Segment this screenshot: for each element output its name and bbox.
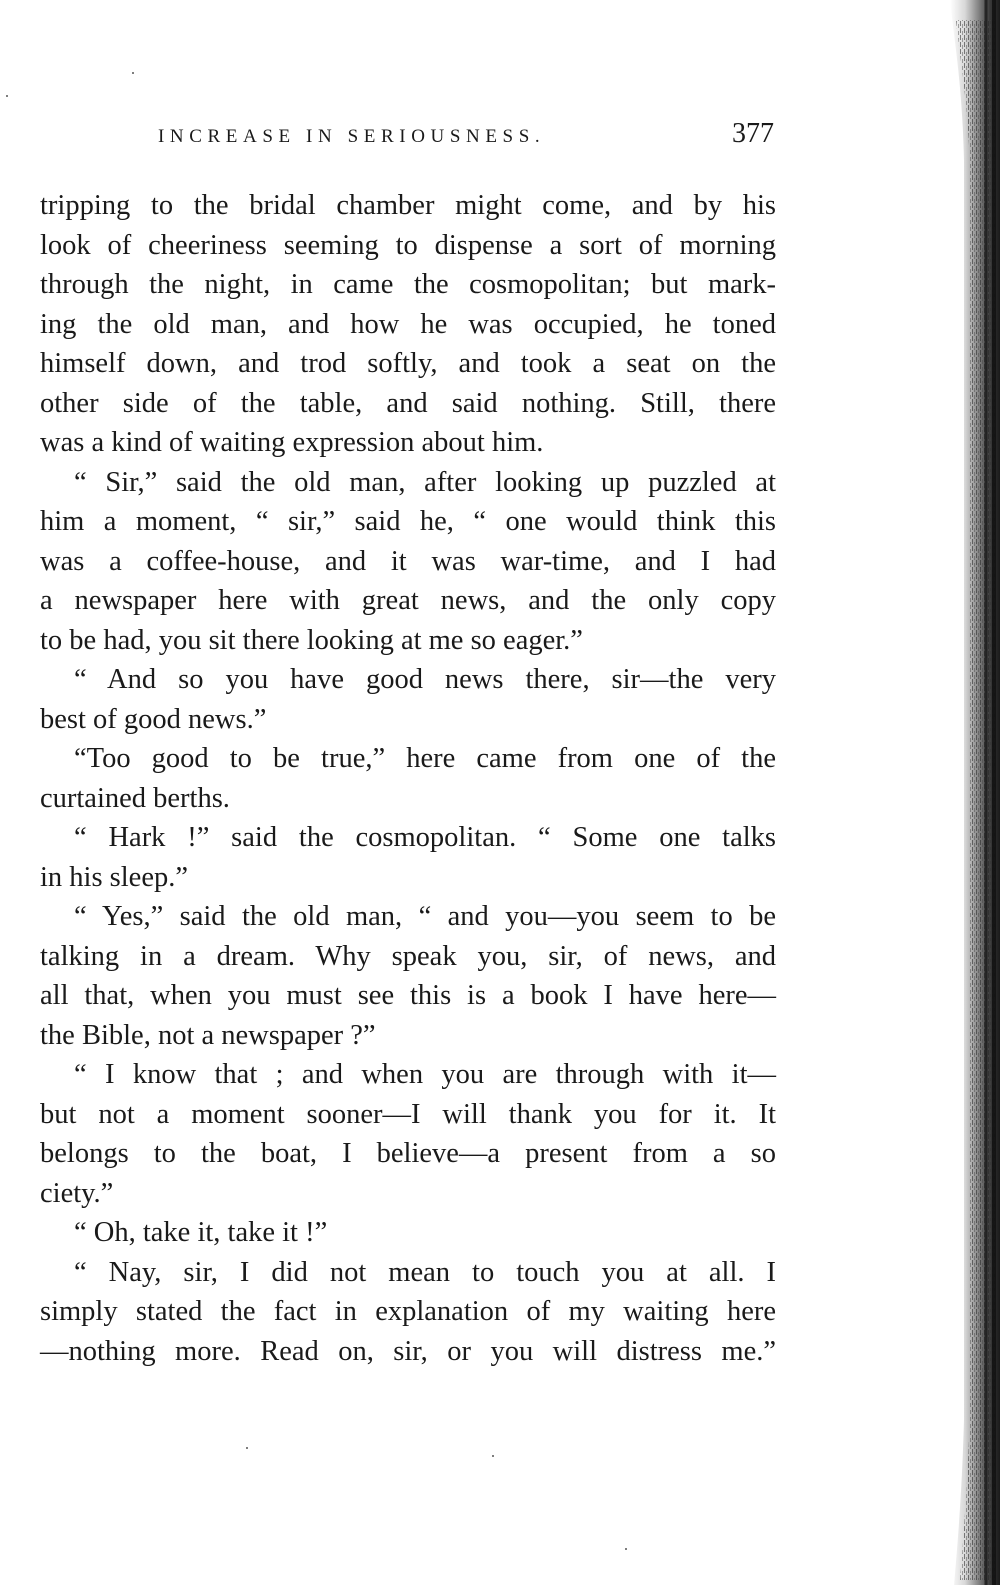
text-line: belongs to the boat, I believe—a present from a so — [40, 1138, 776, 1169]
text-line: “ Nay, sir, I did not mean to touch you at all. I — [74, 1256, 776, 1288]
scan-speck — [625, 1548, 627, 1550]
text-line: the Bible, not a newspaper ?” — [40, 1019, 376, 1051]
text-line: other side of the table, and said nothing. Still, there — [40, 387, 776, 419]
text-line: “ I know that ; and when you are through with it— — [74, 1059, 776, 1090]
text-line: talking in a dream. Why speak you, sir, of news, and — [40, 940, 776, 972]
text-line: look of cheeriness seeming to dispense a sort of morning — [40, 229, 776, 261]
text-line: through the night, in came the cosmopolitan; but mark- — [40, 269, 776, 300]
scan-speck — [132, 72, 134, 74]
text-line: “ And so you have good news there, sir—the very — [74, 664, 776, 695]
text-line: —nothing more. Read on, sir, or you will distress me.” — [40, 1335, 776, 1367]
scan-speck — [246, 1447, 248, 1449]
page-header — [40, 118, 776, 158]
text-line: best of good news.” — [40, 703, 267, 735]
text-line: himself down, and trod softly, and took a seat on the — [40, 348, 776, 379]
text-line: ciety.” — [40, 1177, 114, 1209]
text-line: a newspaper here with great news, and the only copy — [40, 585, 776, 616]
text-line: “Too good to be true,” here came from one of the — [74, 743, 776, 774]
text-line: him a moment, “ sir,” said he, “ one would think this — [40, 506, 776, 537]
scan-speck — [6, 95, 8, 97]
text-line: simply stated the fact in explanation of my waiting here — [40, 1296, 776, 1327]
text-line: all that, when you must see this is a book I have here— — [40, 980, 776, 1011]
page-number: 377 — [732, 118, 774, 149]
text-line: tripping to the bridal chamber might come, and by his — [40, 190, 776, 221]
book-page-edge — [928, 0, 1000, 1585]
running-head: INCREASE IN SERIOUSNESS. — [158, 126, 546, 147]
body-text — [40, 186, 776, 1371]
text-line: to be had, you sit there looking at me so eager.” — [40, 624, 583, 656]
text-line: “ Oh, take it, take it !” — [74, 1217, 328, 1248]
text-line: ing the old man, and how he was occupied, he toned — [40, 308, 776, 340]
text-line: but not a moment sooner—I will thank you for it. It — [40, 1098, 776, 1130]
text-line: in his sleep.” — [40, 861, 189, 893]
text-line: was a coffee-house, and it was war-time, and I had — [40, 545, 776, 577]
text-line: “ Sir,” said the old man, after looking up puzzled at — [74, 466, 776, 498]
text-line: “ Yes,” said the old man, “ and you—you seem to be — [74, 901, 776, 932]
scan-speck — [492, 1455, 494, 1457]
text-line: was a kind of waiting expression about him. — [40, 427, 544, 458]
text-line: curtained berths. — [40, 782, 230, 814]
text-line: “ Hark !” said the cosmopolitan. “ Some one talks — [74, 822, 776, 853]
